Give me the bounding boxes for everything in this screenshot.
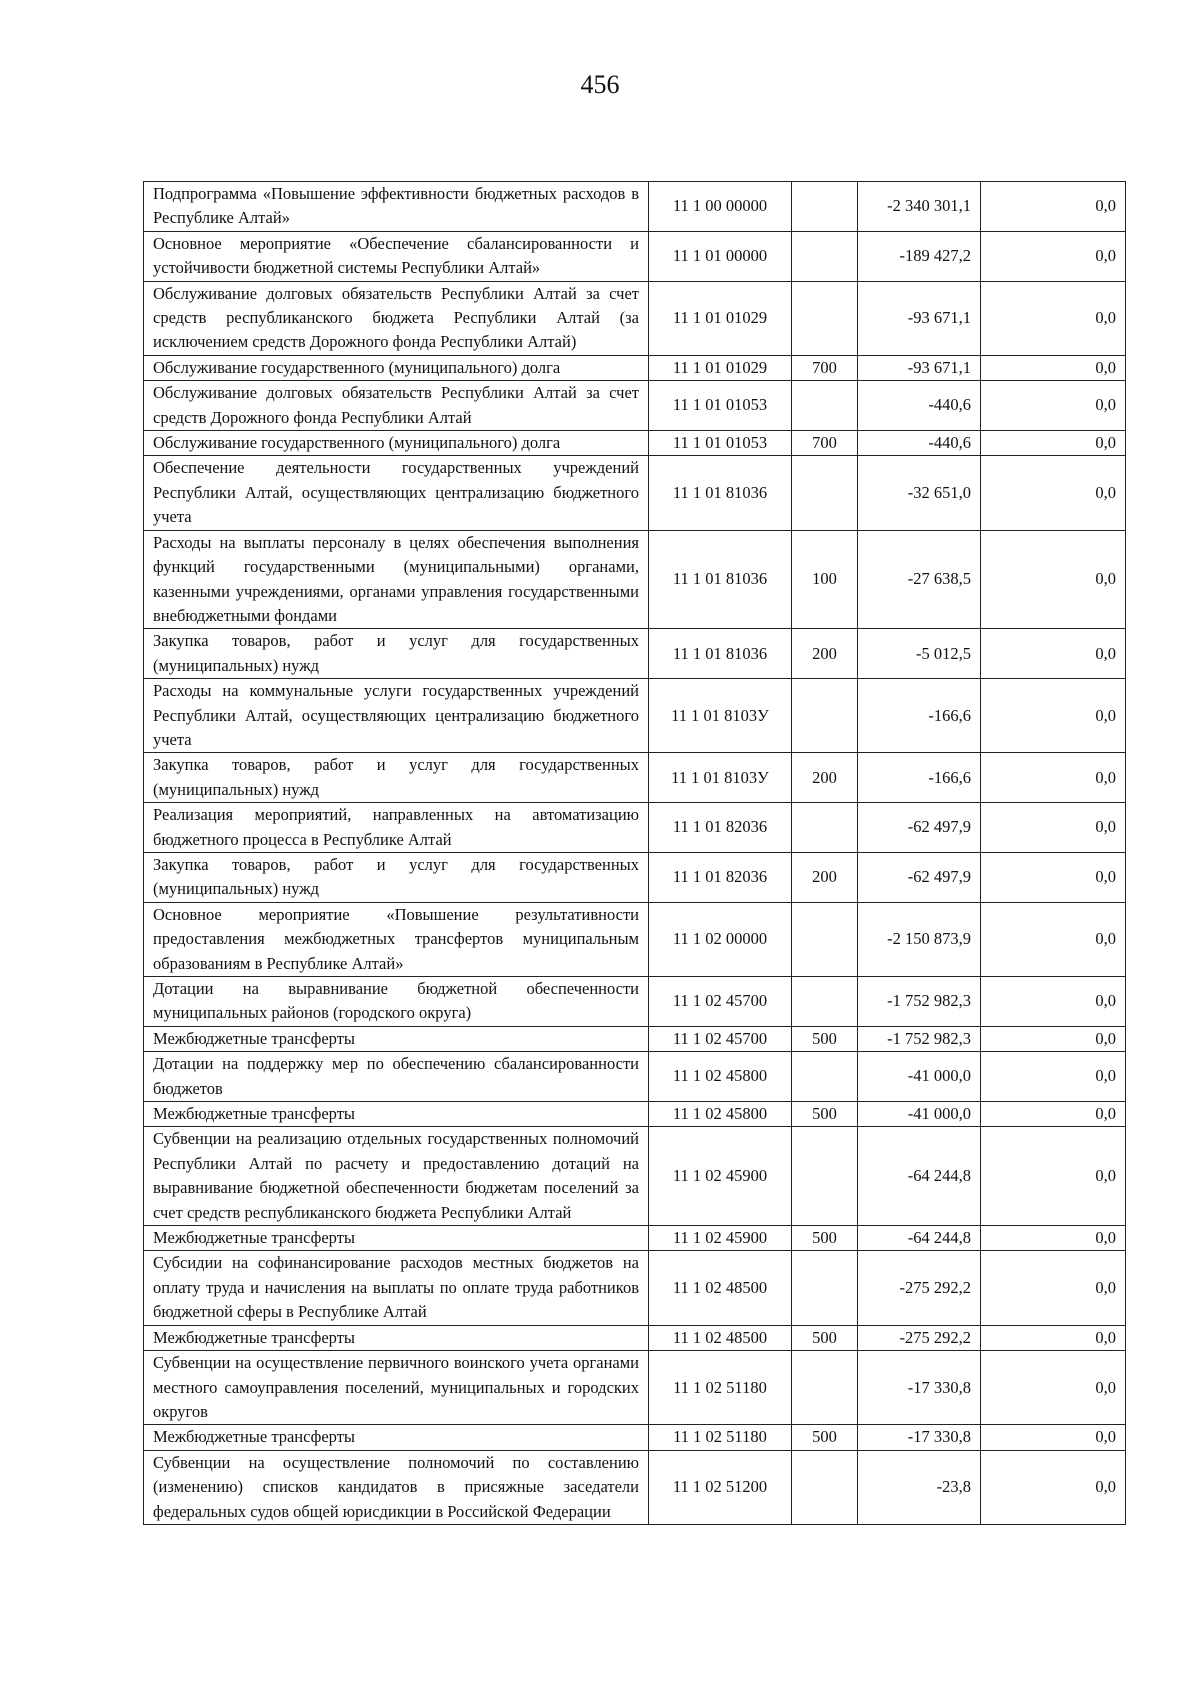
row-amount: -275 292,2	[858, 1251, 981, 1325]
row-amount: -93 671,1	[858, 355, 981, 380]
row-name: Обслуживание долговых обязательств Республики Алтай за счет средств республиканского бюджета Республики Алтай (за исключением средств Дорожного фонда Республики Алтай)	[144, 281, 649, 355]
row-amount-next: 0,0	[981, 355, 1126, 380]
row-target-code: 11 1 02 51180	[649, 1351, 792, 1425]
table-row	[144, 182, 1126, 232]
row-expense-kind	[792, 1052, 858, 1102]
row-amount-next: 0,0	[981, 231, 1126, 281]
row-amount-next: 0,0	[981, 1127, 1126, 1226]
table-row	[144, 231, 1126, 281]
row-amount-next: 0,0	[981, 753, 1126, 803]
row-target-code: 11 1 02 48500	[649, 1251, 792, 1325]
row-expense-kind	[792, 1351, 858, 1425]
row-amount: -93 671,1	[858, 281, 981, 355]
row-amount: -2 150 873,9	[858, 902, 981, 976]
row-target-code: 11 1 02 48500	[649, 1325, 792, 1350]
table-row	[144, 1425, 1126, 1450]
row-target-code: 11 1 02 51180	[649, 1425, 792, 1450]
row-expense-kind	[792, 803, 858, 853]
row-expense-kind: 500	[792, 1325, 858, 1350]
table-row	[144, 753, 1126, 803]
row-amount-next: 0,0	[981, 1052, 1126, 1102]
row-amount: -275 292,2	[858, 1325, 981, 1350]
table-row	[144, 1127, 1126, 1226]
table-row	[144, 381, 1126, 431]
row-target-code: 11 1 01 00000	[649, 231, 792, 281]
row-name: Субвенции на осуществление полномочий по составлению (изменению) списков кандидатов в присяжные заседатели федеральных судов общей юрисдикции в Российской Федерации	[144, 1450, 649, 1524]
row-amount: -166,6	[858, 753, 981, 803]
row-target-code: 11 1 01 81036	[649, 456, 792, 530]
table-row	[144, 456, 1126, 530]
table-row	[144, 803, 1126, 853]
row-amount: -64 244,8	[858, 1127, 981, 1226]
row-name: Межбюджетные трансферты	[144, 1226, 649, 1251]
row-amount: -5 012,5	[858, 629, 981, 679]
row-name: Межбюджетные трансферты	[144, 1325, 649, 1350]
row-amount: -41 000,0	[858, 1102, 981, 1127]
row-expense-kind	[792, 1450, 858, 1524]
row-name: Субвенции на осуществление первичного воинского учета органами местного самоуправления поселений, муниципальных и городских округов	[144, 1351, 649, 1425]
table-row	[144, 977, 1126, 1027]
row-name: Дотации на поддержку мер по обеспечению сбалансированности бюджетов	[144, 1052, 649, 1102]
table-row	[144, 1450, 1126, 1524]
row-amount: -1 752 982,3	[858, 977, 981, 1027]
row-target-code: 11 1 02 00000	[649, 902, 792, 976]
row-expense-kind	[792, 231, 858, 281]
row-amount: -17 330,8	[858, 1425, 981, 1450]
row-name: Субсидии на софинансирование расходов местных бюджетов на оплату труда и начисления на выплаты по оплате труда работников бюджетной сферы в Республике Алтай	[144, 1251, 649, 1325]
row-name: Реализация мероприятий, направленных на автоматизацию бюджетного процесса в Республике Алтай	[144, 803, 649, 853]
row-amount: -1 752 982,3	[858, 1026, 981, 1051]
row-amount-next: 0,0	[981, 1450, 1126, 1524]
row-name: Закупка товаров, работ и услуг для государственных (муниципальных) нужд	[144, 753, 649, 803]
row-amount: -62 497,9	[858, 803, 981, 853]
row-amount: -32 651,0	[858, 456, 981, 530]
row-expense-kind: 200	[792, 852, 858, 902]
row-expense-kind: 200	[792, 753, 858, 803]
row-target-code: 11 1 02 45800	[649, 1102, 792, 1127]
row-amount: -27 638,5	[858, 530, 981, 629]
row-name: Подпрограмма «Повышение эффективности бюджетных расходов в Республике Алтай»	[144, 182, 649, 232]
row-target-code: 11 1 01 8103У	[649, 679, 792, 753]
row-name: Обеспечение деятельности государственных учреждений Республики Алтай, осуществляющих централизацию бюджетного учета	[144, 456, 649, 530]
row-name: Субвенции на реализацию отдельных государственных полномочий Республики Алтай по расчету и предоставлению дотаций на выравнивание бюджетной обеспеченности бюджетам поселений за счет средств республиканского бюджета Республики Алтай	[144, 1127, 649, 1226]
row-target-code: 11 1 01 82036	[649, 852, 792, 902]
row-amount-next: 0,0	[981, 1425, 1126, 1450]
page-number: 456	[580, 70, 620, 99]
row-target-code: 11 1 01 01029	[649, 355, 792, 380]
row-amount-next: 0,0	[981, 629, 1126, 679]
row-expense-kind: 700	[792, 431, 858, 456]
row-amount-next: 0,0	[981, 281, 1126, 355]
row-target-code: 11 1 01 82036	[649, 803, 792, 853]
table-row	[144, 1026, 1126, 1051]
row-target-code: 11 1 01 01053	[649, 431, 792, 456]
row-amount-next: 0,0	[981, 431, 1126, 456]
table-row	[144, 679, 1126, 753]
row-amount-next: 0,0	[981, 1251, 1126, 1325]
row-expense-kind: 500	[792, 1026, 858, 1051]
row-target-code: 11 1 01 01053	[649, 381, 792, 431]
row-expense-kind	[792, 679, 858, 753]
row-target-code: 11 1 01 81036	[649, 530, 792, 629]
row-amount-next: 0,0	[981, 1325, 1126, 1350]
row-name: Основное мероприятие «Повышение результативности предоставления межбюджетных трансфертов муниципальным образованиям в Республике Алтай»	[144, 902, 649, 976]
row-amount-next: 0,0	[981, 852, 1126, 902]
row-amount: -41 000,0	[858, 1052, 981, 1102]
row-name: Дотации на выравнивание бюджетной обеспеченности муниципальных районов (городского округа)	[144, 977, 649, 1027]
budget-table	[143, 181, 1126, 1525]
row-expense-kind	[792, 1251, 858, 1325]
row-name: Обслуживание государственного (муниципального) долга	[144, 355, 649, 380]
row-amount-next: 0,0	[981, 902, 1126, 976]
row-name: Обслуживание государственного (муниципального) долга	[144, 431, 649, 456]
row-expense-kind	[792, 381, 858, 431]
row-amount: -17 330,8	[858, 1351, 981, 1425]
row-amount: -166,6	[858, 679, 981, 753]
row-target-code: 11 1 01 81036	[649, 629, 792, 679]
row-name: Обслуживание долговых обязательств Республики Алтай за счет средств Дорожного фонда Республики Алтай	[144, 381, 649, 431]
table-row	[144, 281, 1126, 355]
row-amount-next: 0,0	[981, 456, 1126, 530]
row-amount: -23,8	[858, 1450, 981, 1524]
row-target-code: 11 1 02 45800	[649, 1052, 792, 1102]
table-row	[144, 902, 1126, 976]
row-expense-kind	[792, 977, 858, 1027]
table-row	[144, 1102, 1126, 1127]
row-name: Межбюджетные трансферты	[144, 1425, 649, 1450]
row-expense-kind	[792, 902, 858, 976]
row-name: Закупка товаров, работ и услуг для государственных (муниципальных) нужд	[144, 852, 649, 902]
row-name: Расходы на выплаты персоналу в целях обеспечения выполнения функций государственными (муниципальными) органами, казенными учреждениями, органами управления государственными внебюджетными фондами	[144, 530, 649, 629]
row-expense-kind	[792, 182, 858, 232]
row-amount-next: 0,0	[981, 530, 1126, 629]
table-row	[144, 530, 1126, 629]
row-amount-next: 0,0	[981, 803, 1126, 853]
row-amount: -440,6	[858, 381, 981, 431]
row-target-code: 11 1 01 8103У	[649, 753, 792, 803]
row-name: Межбюджетные трансферты	[144, 1026, 649, 1051]
row-amount-next: 0,0	[981, 1351, 1126, 1425]
row-target-code: 11 1 01 01029	[649, 281, 792, 355]
row-amount-next: 0,0	[981, 977, 1126, 1027]
row-expense-kind	[792, 1127, 858, 1226]
row-amount: -62 497,9	[858, 852, 981, 902]
row-amount: -440,6	[858, 431, 981, 456]
row-expense-kind: 500	[792, 1425, 858, 1450]
row-amount-next: 0,0	[981, 182, 1126, 232]
table-row	[144, 1351, 1126, 1425]
row-expense-kind: 700	[792, 355, 858, 380]
row-name: Основное мероприятие «Обеспечение сбалансированности и устойчивости бюджетной системы Республики Алтай»	[144, 231, 649, 281]
row-amount-next: 0,0	[981, 679, 1126, 753]
row-name: Расходы на коммунальные услуги государственных учреждений Республики Алтай, осуществляющих централизацию бюджетного учета	[144, 679, 649, 753]
row-name: Закупка товаров, работ и услуг для государственных (муниципальных) нужд	[144, 629, 649, 679]
table-row	[144, 1251, 1126, 1325]
row-amount-next: 0,0	[981, 1102, 1126, 1127]
row-expense-kind	[792, 456, 858, 530]
row-expense-kind: 500	[792, 1226, 858, 1251]
table-row	[144, 1325, 1126, 1350]
row-name: Межбюджетные трансферты	[144, 1102, 649, 1127]
row-amount: -189 427,2	[858, 231, 981, 281]
row-expense-kind: 200	[792, 629, 858, 679]
row-amount: -64 244,8	[858, 1226, 981, 1251]
row-target-code: 11 1 02 45900	[649, 1226, 792, 1251]
row-expense-kind: 500	[792, 1102, 858, 1127]
budget-table-body	[144, 182, 1126, 1525]
table-row	[144, 355, 1126, 380]
row-amount-next: 0,0	[981, 1226, 1126, 1251]
row-target-code: 11 1 02 45900	[649, 1127, 792, 1226]
row-amount-next: 0,0	[981, 381, 1126, 431]
table-row	[144, 852, 1126, 902]
row-expense-kind	[792, 281, 858, 355]
row-target-code: 11 1 02 45700	[649, 977, 792, 1027]
table-row	[144, 431, 1126, 456]
row-expense-kind: 100	[792, 530, 858, 629]
row-target-code: 11 1 00 00000	[649, 182, 792, 232]
row-target-code: 11 1 02 51200	[649, 1450, 792, 1524]
row-target-code: 11 1 02 45700	[649, 1026, 792, 1051]
row-amount: -2 340 301,1	[858, 182, 981, 232]
row-amount-next: 0,0	[981, 1026, 1126, 1051]
table-row	[144, 1226, 1126, 1251]
table-row	[144, 1052, 1126, 1102]
table-row	[144, 629, 1126, 679]
